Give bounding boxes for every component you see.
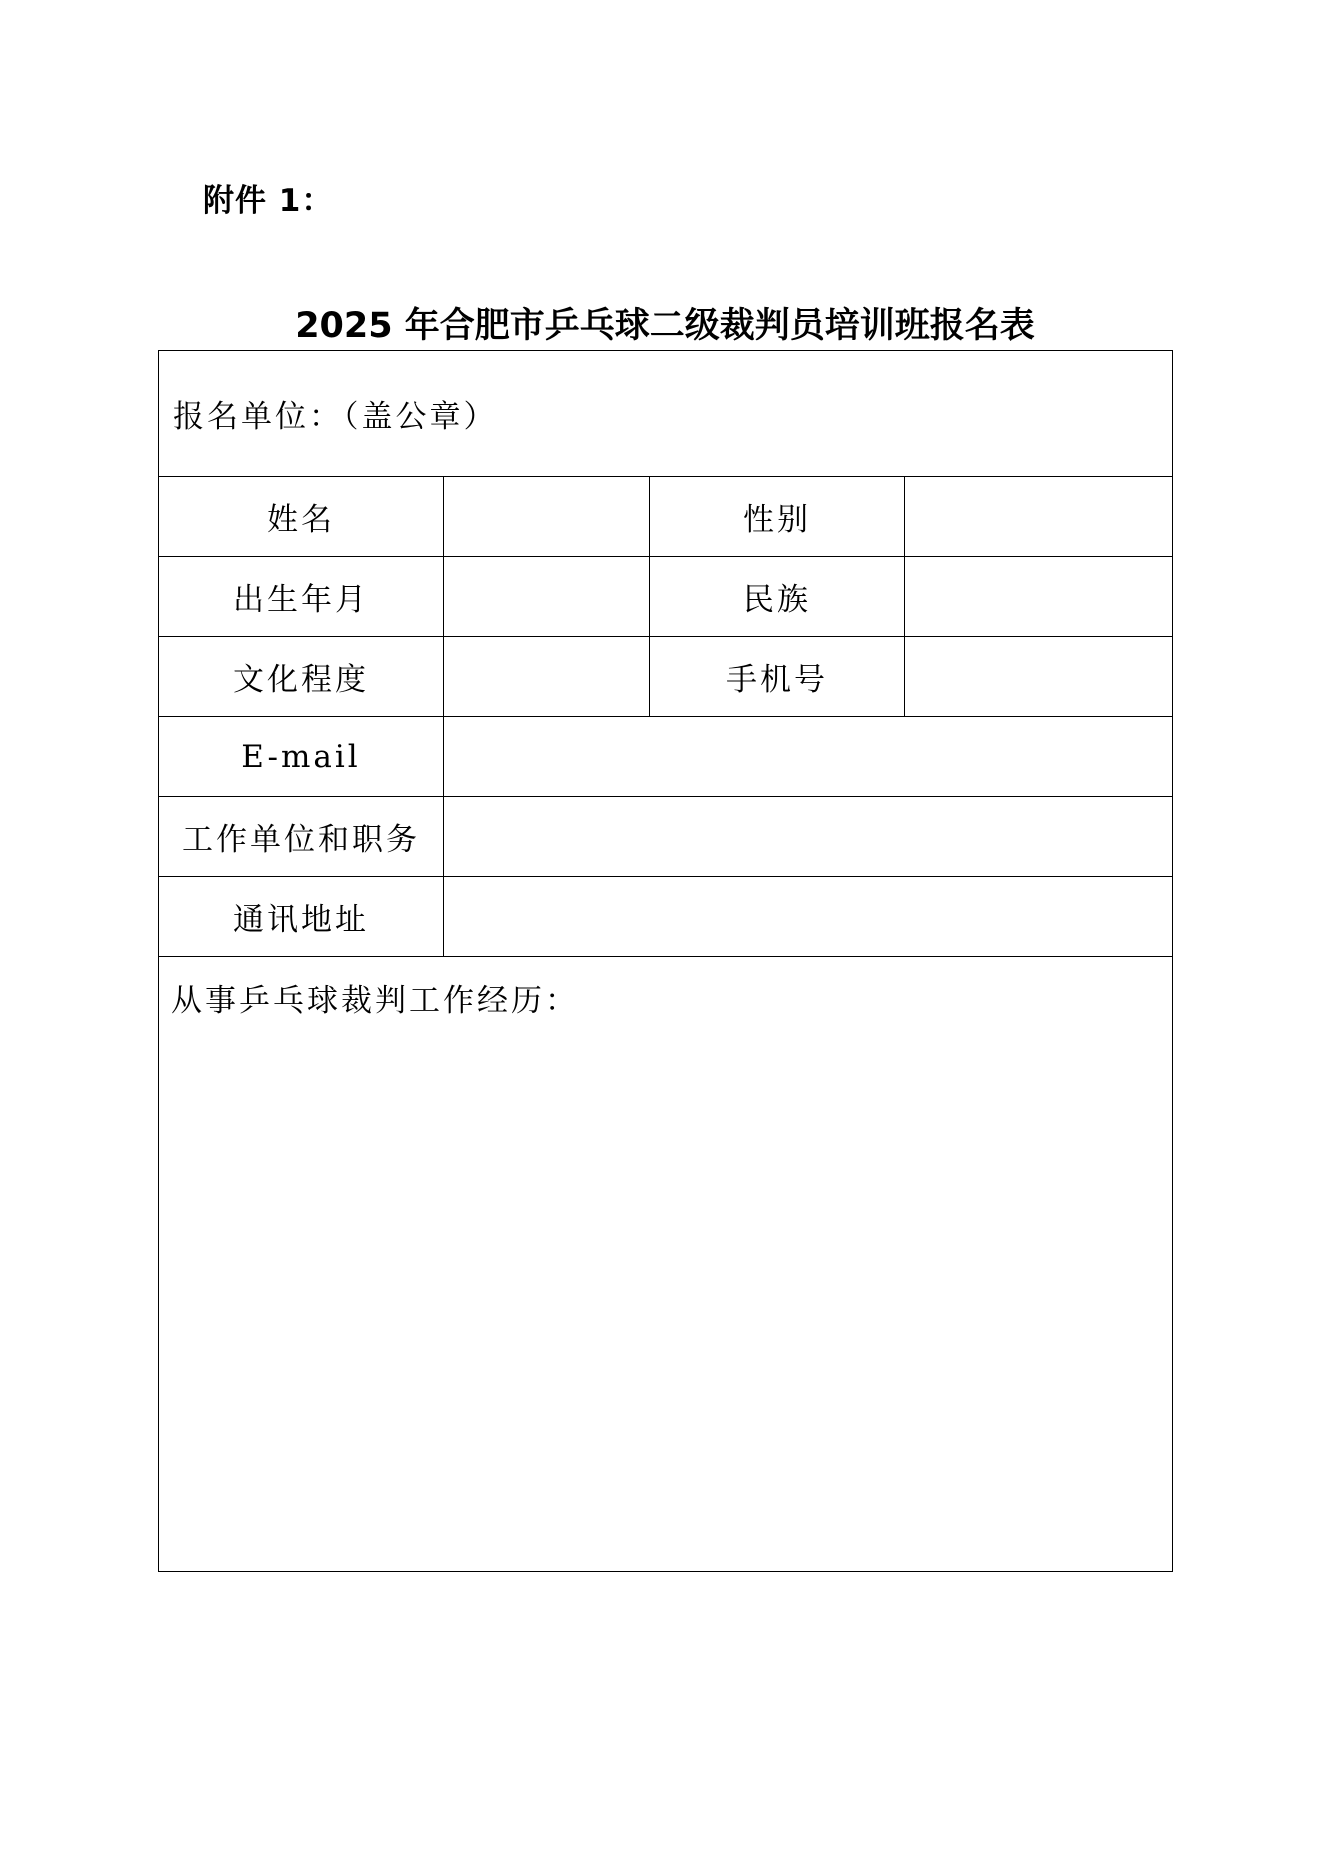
phone-field[interactable] — [905, 637, 1173, 717]
education-label: 文化程度 — [159, 637, 444, 717]
attachment-label: 附件 1： — [203, 183, 334, 219]
name-field[interactable] — [444, 477, 650, 557]
ethnicity-field[interactable] — [905, 557, 1173, 637]
education-field[interactable] — [444, 637, 650, 717]
address-label: 通讯地址 — [159, 877, 444, 957]
experience-cell[interactable]: 从事乒乓球裁判工作经历： — [159, 957, 1173, 1572]
phone-label: 手机号 — [650, 637, 905, 717]
gender-field[interactable] — [905, 477, 1173, 557]
workplace-label: 工作单位和职务 — [159, 797, 444, 877]
birth-label: 出生年月 — [159, 557, 444, 637]
unit-cell[interactable]: 报名单位：（盖公章） — [159, 351, 1173, 477]
form-title: 2025 年合肥市乒乓球二级裁判员培训班报名表 — [295, 306, 1035, 346]
form-row-unit — [159, 351, 1173, 477]
email-label: E-mail — [159, 717, 444, 797]
form-row-birth — [159, 557, 1173, 637]
birth-field[interactable] — [444, 557, 650, 637]
form-row-address — [159, 877, 1173, 957]
name-label: 姓名 — [159, 477, 444, 557]
address-field[interactable] — [444, 877, 1173, 957]
gender-label: 性别 — [650, 477, 905, 557]
form-row-experience — [159, 957, 1173, 1572]
ethnicity-label: 民族 — [650, 557, 905, 637]
workplace-field[interactable] — [444, 797, 1173, 877]
form-row-workplace — [159, 797, 1173, 877]
registration-form-table — [158, 350, 1173, 1572]
form-row-email — [159, 717, 1173, 797]
form-row-education — [159, 637, 1173, 717]
email-field[interactable] — [444, 717, 1173, 797]
form-row-name — [159, 477, 1173, 557]
